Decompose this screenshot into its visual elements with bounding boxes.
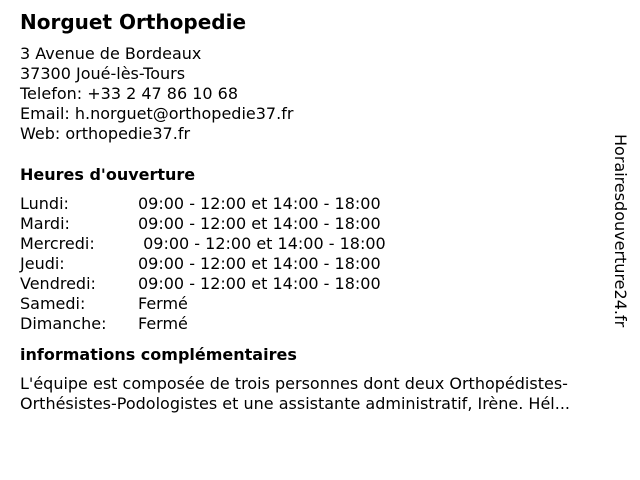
day-label: Dimanche: xyxy=(20,314,107,333)
address-block xyxy=(20,44,610,144)
phone-line: Telefon: +33 2 47 86 10 68 xyxy=(20,84,239,103)
time-value: 09:00 - 12:00 et 14:00 - 18:00 xyxy=(138,274,381,293)
opening-hours-table xyxy=(20,194,610,334)
business-name: Norguet Orthopedie xyxy=(20,10,247,34)
day-label: Samedi: xyxy=(20,294,86,313)
info-text-line: Orthésistes-Podologistes et une assistante administratif, Irène. Hél... xyxy=(20,394,571,413)
hours-row-monday xyxy=(20,194,610,214)
hours-row-thursday xyxy=(20,254,610,274)
hours-row-friday xyxy=(20,274,610,294)
day-label: Jeudi: xyxy=(20,254,65,273)
day-label: Vendredi: xyxy=(20,274,96,293)
time-value: 09:00 - 12:00 et 14:00 - 18:00 xyxy=(138,194,381,213)
time-value: Fermé xyxy=(138,294,188,313)
web-line: Web: orthopedie37.fr xyxy=(20,124,191,143)
hours-row-saturday xyxy=(20,294,610,314)
site-watermark: Horairesdouverture24.fr xyxy=(611,134,630,328)
business-card xyxy=(20,10,610,414)
street-address: 3 Avenue de Bordeaux xyxy=(20,44,202,63)
time-value: 09:00 - 12:00 et 14:00 - 18:00 xyxy=(138,254,381,273)
time-value: Fermé xyxy=(138,314,188,333)
day-label: Mardi: xyxy=(20,214,70,233)
time-value: 09:00 - 12:00 et 14:00 - 18:00 xyxy=(138,234,386,253)
additional-info-text xyxy=(20,374,620,414)
hours-row-tuesday xyxy=(20,214,610,234)
time-value: 09:00 - 12:00 et 14:00 - 18:00 xyxy=(138,214,381,233)
email-line: Email: h.norguet@orthopedie37.fr xyxy=(20,104,294,123)
info-text-line: L'équipe est composée de trois personnes dont deux Orthopédistes- xyxy=(20,374,568,393)
additional-info-heading: informations complémentaires xyxy=(20,345,297,364)
hours-row-wednesday xyxy=(20,234,610,254)
day-label: Lundi: xyxy=(20,194,69,213)
opening-hours-heading: Heures d'ouverture xyxy=(20,165,196,184)
postal-city: 37300 Joué-lès-Tours xyxy=(20,64,186,83)
hours-row-sunday xyxy=(20,314,610,334)
day-label: Mercredi: xyxy=(20,234,95,253)
